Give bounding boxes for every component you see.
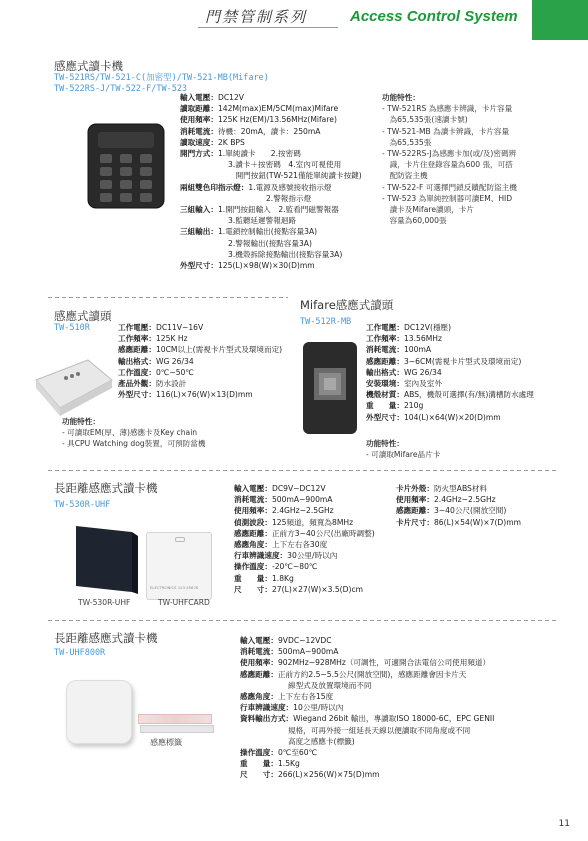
spec-label: 重 量：: [366, 401, 404, 411]
spec-row: [180, 137, 362, 148]
spec-row: [118, 367, 282, 378]
s5-spec-list: [240, 635, 494, 781]
s3-model: TW-512R-MB: [300, 317, 352, 327]
spec-row: [180, 238, 362, 249]
spec-label: 卡片尺寸：: [396, 517, 434, 527]
spec-value: 1.單純讀卡 2.按密碼: [217, 149, 301, 159]
s1-spec-list: [180, 92, 362, 271]
spec-label: 輸出格式：: [118, 356, 156, 366]
spec-row: [180, 126, 362, 137]
spec-label: 尺 寸：: [240, 770, 278, 780]
spec-label: 感應角度：: [240, 692, 278, 702]
spec-value: 266(L)×256(W)×75(D)mm: [277, 770, 380, 780]
spec-value: 1.5Kg: [277, 759, 300, 769]
spec-label: 輸入電壓：: [234, 484, 272, 493]
spec-label: 操作溫度：: [234, 562, 272, 572]
spec-row: [180, 148, 362, 159]
spec-value: 1.8Kg: [271, 573, 294, 583]
spec-value: 防水設計: [155, 379, 187, 389]
spec-value: 上下左右各15度: [277, 692, 334, 702]
s1-features: [382, 92, 517, 226]
tag-image: [138, 714, 212, 724]
divider: [48, 620, 558, 621]
spec-value: 正前方約2.5~5.5公尺(開放空間)，感應距離會因卡片天: [277, 669, 467, 679]
feature-item: - TW-522-F 可選擇門鎖反饋配防盜主機: [382, 182, 517, 192]
feature-item: 識，卡片住登錄容量為600 張，可搭: [382, 160, 513, 170]
s2-spec-list: [118, 322, 282, 400]
spec-row: [240, 669, 494, 680]
spec-label: 工作溫度：: [118, 367, 156, 377]
spec-value: 2.警報輸出(接點容量3A): [228, 238, 312, 248]
spec-row: [118, 322, 282, 333]
spec-row: [234, 528, 375, 539]
spec-value: 125K Hz(EM)/13.56MHz(Mifare): [217, 115, 337, 125]
spec-row: [234, 561, 375, 572]
card-slot-icon: [175, 537, 185, 542]
s5-caption-tag: 感應標籤: [150, 738, 182, 747]
spec-row: [366, 412, 534, 423]
card-print-text: ELECTRONICS 123 45678: [150, 585, 199, 590]
spec-value: 902MHz~928MHz（可調性，可適開合法電信公司使用頻道）: [277, 658, 491, 668]
spec-value: 13.56MHz: [403, 334, 442, 344]
feature-item: 讀卡及Mifare讀頭，卡片: [382, 205, 474, 215]
uhf-reader-image: [70, 520, 140, 596]
s4-caption-reader: TW-530R-UHF: [78, 598, 131, 607]
spec-row: [240, 736, 494, 747]
spec-label: 輸入電壓：: [240, 636, 278, 645]
spec-row: [240, 691, 494, 702]
spec-row: [118, 344, 282, 355]
s3-features-title: 功能特性：: [366, 439, 404, 448]
spec-value: 9VDC~12VDC: [277, 636, 332, 645]
s1-model-line: TW-522RS-J/TW-522-F/TW-523: [54, 84, 188, 94]
spec-label: 重 量：: [234, 573, 272, 583]
s2-features: [62, 416, 205, 450]
spec-row: [240, 713, 494, 724]
spec-value: WG 26/34: [403, 367, 442, 377]
divider: [48, 297, 288, 298]
spec-value: -20℃~80℃: [271, 562, 318, 572]
spec-value: 3.監聽延遲警報迴路: [228, 216, 296, 226]
spec-row: [180, 249, 362, 260]
keypad-reader-image: [84, 120, 168, 212]
spec-row: [118, 356, 282, 367]
spec-row: [180, 103, 362, 114]
spec-label: 資料輸出方式：: [240, 714, 294, 724]
feature-item: 為65,535張: [382, 137, 432, 147]
spec-value: 3.讀卡＋按密碼 4.室內可視使用: [228, 160, 342, 170]
spec-value: DC9V~DC12V: [271, 484, 326, 493]
spec-label: 行車辨識速度：: [234, 551, 288, 561]
spec-label: 使用頻率：: [180, 115, 218, 125]
spec-label: 感應距離：: [118, 345, 156, 355]
spec-value: 防火型ABS材料: [433, 484, 488, 493]
spec-row: [180, 226, 362, 237]
feature-item: - 可讀取Mifare晶片卡: [366, 450, 441, 460]
spec-label: 安裝環境：: [366, 379, 404, 389]
page-number: 11: [558, 819, 570, 829]
spec-value: 142M(max)EM/5CM(max)Mifare: [217, 104, 339, 114]
header-title-cn: 門禁管制系列: [205, 8, 308, 26]
spec-label: 工作頻率：: [366, 334, 404, 344]
spec-value: 正前方3~40公尺(出廠時調整): [271, 528, 375, 538]
spec-value: 高度之感應卡(標籤): [288, 736, 355, 746]
feature-item: - 可讀取EM(厚、薄)感應卡及Key chain: [62, 428, 198, 438]
spec-value: 2.警報指示燈: [228, 193, 312, 203]
spec-row: [366, 400, 534, 411]
feature-item: - TW-523 為單純控制器可讀EM、HID: [382, 193, 513, 203]
spec-row: [366, 378, 534, 389]
spec-value: WG 26/34: [155, 356, 194, 366]
spec-label: 使用頻率：: [240, 658, 278, 668]
s4-caption-card: TW-UHFCARD: [158, 598, 210, 607]
spec-row: [366, 333, 534, 344]
spec-label: 卡片外殼：: [396, 484, 434, 493]
spec-label: 兩組雙色印指示燈：: [180, 182, 249, 192]
spec-label: 機殼材質：: [366, 390, 404, 400]
spec-row: [234, 539, 375, 550]
spec-value: 500mA~900mA: [271, 495, 333, 505]
s5-title: 長距離感應式讀卡機: [54, 631, 158, 645]
spec-value: 500mA~900mA: [277, 647, 339, 657]
s4-spec-list: [234, 483, 375, 595]
spec-value: 2.4GHz~2.5GHz: [271, 506, 334, 516]
spec-value: DC11V~16V: [155, 323, 204, 332]
spec-value: 線型式及放置環境而不同: [288, 680, 372, 690]
spec-value: 3~6CM(需視卡片型式及環境而定): [403, 356, 522, 366]
s1-title: 感應式讀卡機: [54, 59, 123, 73]
spec-value: 0℃~50℃: [155, 367, 194, 377]
feature-item: 配防盜主機: [382, 171, 428, 181]
uhf-card-image: [146, 532, 212, 600]
spec-label: 外型尺寸：: [366, 412, 404, 422]
spec-row: [366, 389, 534, 400]
spec-label: 產品外觀：: [118, 379, 156, 389]
spec-row: [366, 367, 534, 378]
spec-label: 感應角度：: [234, 540, 272, 550]
spec-value: 104(L)×64(W)×20(D)mm: [403, 412, 501, 422]
feature-item: - TW-521-MB 為讀卡辨識，卡片容量: [382, 126, 510, 136]
spec-value: 1.開門按鈕輸入 2.監看門磁警報器: [217, 205, 339, 215]
spec-row: [396, 505, 521, 516]
spec-value: DC12V(穩壓): [403, 323, 452, 332]
spec-row: [118, 333, 282, 344]
spec-value: 室內及室外: [403, 379, 442, 389]
spec-row: [234, 505, 375, 516]
spec-value: 0℃至60℃: [277, 748, 318, 758]
s3-title: Mifare感應式讀頭: [300, 298, 394, 312]
spec-label: 外型尺寸：: [180, 261, 218, 271]
spec-label: 使用頻率：: [234, 506, 272, 516]
header-green-tab: [532, 0, 588, 40]
spec-row: [366, 322, 534, 333]
proximity-reader-image: [30, 350, 116, 420]
spec-label: 開門方式：: [180, 149, 218, 159]
feature-item: - 具CPU Watching dog裝置，可預防當機: [62, 439, 206, 449]
spec-value: 2.4GHz~2.5GHz: [433, 495, 496, 505]
spec-row: [180, 215, 362, 226]
divider: [48, 470, 558, 471]
spec-label: 讀取速度：: [180, 137, 218, 147]
spec-value: 10公里/時以內: [293, 703, 344, 713]
spec-row: [234, 483, 375, 494]
spec-value: 規格，可再外接一組延長天線以便讀取不同角度或不同: [288, 725, 471, 735]
spec-label: 感應距離：: [240, 669, 278, 679]
spec-row: [366, 356, 534, 367]
feature-item: - TW-522RS-J為感應卡加(或/及)密碼辨: [382, 149, 517, 159]
spec-row: [234, 573, 375, 584]
spec-row: [180, 193, 362, 204]
spec-row: [234, 494, 375, 505]
spec-label: 消耗電流：: [234, 495, 272, 505]
spec-label: 消耗電流：: [240, 647, 278, 657]
s2-title: 感應式讀頭: [54, 309, 112, 323]
spec-row: [118, 389, 282, 400]
s3-spec-list: [366, 322, 534, 423]
spec-row: [396, 483, 521, 494]
spec-value: 125頻道，頻寬為8MHz: [271, 517, 354, 527]
spec-label: 工作電壓：: [366, 323, 404, 332]
spec-label: 工作頻率：: [118, 334, 156, 344]
spec-label: 三組輸出：: [180, 227, 218, 237]
spec-value: 116(L)×76(W)×13(D)mm: [155, 390, 253, 400]
spec-row: [396, 517, 521, 528]
spec-row: [180, 92, 362, 103]
s4-title: 長距離感應式讀卡機: [54, 481, 158, 495]
spec-row: [240, 725, 494, 736]
spec-label: 感應距離：: [366, 356, 404, 366]
s3-features: [366, 438, 440, 460]
feature-item: - TW-521RS 為感應卡辨識，卡片容量: [382, 104, 513, 114]
spec-value: 125K Hz: [155, 334, 188, 344]
spec-label: 使用頻率：: [396, 495, 434, 505]
spec-value: 86(L)×54(W)×7(D)mm: [433, 517, 522, 527]
spec-label: 工作電壓：: [118, 323, 156, 332]
spec-label: 感應距離：: [234, 528, 272, 538]
spec-label: 尺 寸：: [234, 584, 272, 594]
mifare-reader-image: [301, 340, 359, 436]
spec-row: [234, 517, 375, 528]
spec-label: 重 量：: [240, 759, 278, 769]
spec-row: [240, 635, 494, 646]
spec-value: 210g: [403, 401, 424, 411]
spec-label: 偵測波段：: [234, 517, 272, 527]
spec-label: 讀取距離：: [180, 104, 218, 114]
spec-row: [180, 159, 362, 170]
spec-label: 輸出格式：: [366, 367, 404, 377]
uhf800-reader-image: [66, 680, 132, 744]
spec-row: [240, 769, 494, 780]
s4-card-spec-list: [396, 483, 521, 528]
spec-label: 消耗電流：: [366, 345, 404, 355]
tag-image: [140, 725, 214, 733]
spec-label: 外型尺寸：: [118, 390, 156, 400]
spec-value: 開門按鈕(TW-521僅能單純讀卡按鍵): [228, 171, 362, 181]
spec-label: 操作溫度：: [240, 748, 278, 758]
spec-row: [118, 378, 282, 389]
spec-value: 100mA: [403, 345, 432, 355]
spec-value: 125(L)×98(W)×30(D)mm: [217, 261, 315, 271]
spec-value: ABS，機殼可選擇(有/無)溝槽防水處理: [403, 390, 534, 400]
spec-value: 3.機殼拆除接點輸出(接點容量3A): [228, 249, 343, 259]
spec-label: 消耗電流：: [180, 126, 218, 136]
spec-row: [240, 646, 494, 657]
spec-label: 三組輸入：: [180, 205, 218, 215]
spec-row: [234, 550, 375, 561]
spec-row: [240, 657, 494, 668]
spec-value: 2K BPS: [217, 137, 245, 147]
spec-value: 1.電鎖控制輸出(接點容量3A): [217, 227, 318, 237]
spec-row: [180, 114, 362, 125]
spec-value: 1.電源及感號接收指示燈: [248, 182, 332, 192]
spec-value: Wiegand 26bit 輸出，專讀取ISO 18000-6C，EPC GENII: [293, 714, 495, 724]
spec-value: 10CM以上(需視卡片型式及環境而定): [155, 345, 283, 355]
spec-value: 27(L)×27(W)×3.5(D)cm: [271, 584, 364, 594]
header-title-en: Access Control System: [350, 8, 518, 25]
spec-row: [240, 747, 494, 758]
spec-row: [180, 204, 362, 215]
s1-model-line: TW-521RS/TW-521-C(加密型)/TW-521-MB(Mifare): [54, 73, 269, 83]
s1-features-title: 功能特性：: [382, 93, 420, 102]
s5-model: TW-UHF800R: [54, 648, 106, 658]
spec-label: 行車辨識速度：: [240, 703, 294, 713]
s2-model: TW-510R: [54, 323, 90, 333]
spec-value: 待機：20mA，讀卡：250mA: [217, 126, 321, 136]
spec-row: [180, 260, 362, 271]
spec-row: [234, 584, 375, 595]
feature-item: 為65,535張(速讀卡號): [382, 115, 468, 125]
spec-row: [396, 494, 521, 505]
spec-value: DC12V: [217, 93, 244, 102]
spec-label: 輸入電壓：: [180, 93, 218, 102]
spec-label: 感應距離：: [396, 506, 434, 516]
spec-row: [240, 702, 494, 713]
spec-row: [180, 170, 362, 181]
header-underline: [198, 27, 338, 28]
s4-model: TW-530R-UHF: [54, 500, 111, 510]
feature-item: 容量為60,000張: [382, 216, 447, 226]
s2-features-title: 功能特性：: [62, 417, 100, 426]
spec-value: 上下左右各30度: [271, 540, 328, 550]
spec-row: [366, 344, 534, 355]
spec-row: [240, 680, 494, 691]
spec-value: 3~40公尺(開放空間): [433, 506, 507, 516]
spec-row: [240, 758, 494, 769]
spec-value: 30公里/時以內: [287, 551, 338, 561]
spec-row: [180, 182, 362, 193]
